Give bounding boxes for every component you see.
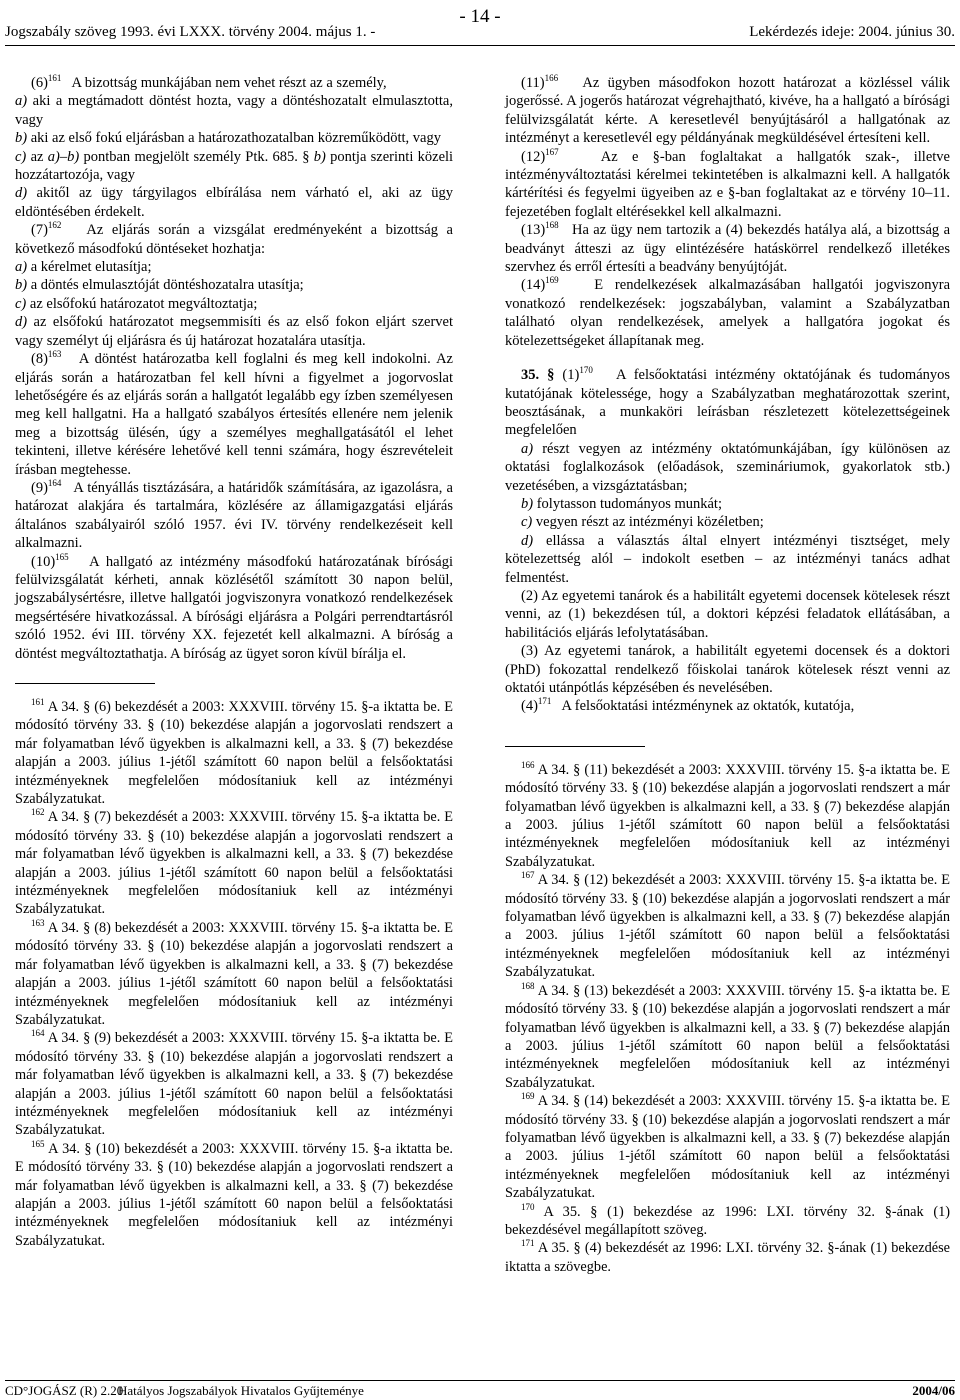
paragraph-number: (12) xyxy=(521,148,546,165)
right-column xyxy=(505,74,950,1276)
footnote-ref: 166 xyxy=(544,73,559,84)
footnote-number: 170 xyxy=(521,1201,535,1212)
paragraph-text: A hallgató az intézmény másodfokú határozatának bírósági felülvizsgálatát kérheti, annak közlésétől számított 30 napon belül, jogszabálysértésre, illetve hallgatói jogviszonyra vonatkozó rendelkezések megsértésére hivatkozással. A bírósági eljárásra a Polgári perrendtartásról szóló 1952. évi III. törvény XX. fejezetét kell alkalmazni. A bíróság a döntést megváltoztathatja. A bíróság az ügyet soron kívül bírálja el. xyxy=(15,553,454,662)
paragraph-number: (7) xyxy=(31,222,48,239)
item-label: b) xyxy=(521,495,534,512)
item-label: b) xyxy=(15,277,28,294)
footnote xyxy=(505,1092,950,1202)
paragraph-7 xyxy=(15,221,453,258)
footnote-text: A 34. § (11) bekezdését a 2003: XXXVIII. törvény 15. §-a iktatta be. E módosító törvény 33. § (10) bekezdése alapján a jogorvoslati rendszert a már folyamatban lévő ügyekben is alkalmazni kell, a 33. § (7) bekezdése alapján a 2003. július 1-jétől számított 60 napon belül a felsőoktatási intézményeknek megfelelően módosítaniuk kell az intézményi Szabályzatukat. xyxy=(505,761,950,870)
item-label: d) xyxy=(15,185,28,202)
item-text: a kérelmet elutasítja; xyxy=(30,259,152,276)
footer-right: 2004/06 xyxy=(912,1383,955,1398)
footnote-rule xyxy=(505,746,645,747)
item-label: a) xyxy=(15,93,28,110)
footer-rule xyxy=(5,1380,955,1381)
footnote-number: 161 xyxy=(31,697,45,708)
footnote-text: A 34. § (10) bekezdését a 2003: XXXVIII. törvény 15. §-a iktatta be. E módosító törvény 33. § (10) bekezdése alapján a jogorvoslati rendszert a már folyamatban lévő ügyekben is alkalmazni kell, a 33. § (7) bekezdése alapján a 2003. július 1-jétől számított 60 napon belül a felsőoktatási intézményeknek megfelelően módosítaniuk kell az intézményi Szabályzatukat. xyxy=(15,1140,453,1249)
footer-left: CD°JOGÁSZ (R) 2.20 xyxy=(5,1383,124,1398)
page-footer xyxy=(5,1382,955,1400)
list-item-b xyxy=(15,276,453,294)
paragraph-number: (14) xyxy=(521,277,546,294)
item-label: c) xyxy=(521,514,533,531)
section-35-paragraph-2: (2) Az egyetemi tanárok és a habilitált egyetemi docensek kötelesek részt venni, az (1) bekezdésen túl, a doktori képzési feladatok ellátásában, a habilitációs eljárás lefolytatásában. xyxy=(505,587,950,641)
item-label: c) xyxy=(15,295,27,312)
page-header xyxy=(5,24,955,46)
paragraph-text: Ha az ügy nem tartozik a (4) bekezdés hatálya alá, a bizottság a beadványt átteszi az ügy elintézésére hatáskörrel rendelkező illetékes szervhez és erről értesíti a beadvány benyújtóját. xyxy=(505,222,951,276)
item-label: a) xyxy=(15,259,28,276)
item-text: aki az első fokú eljárásban a határozathozatalban közreműködött, vagy xyxy=(30,130,441,147)
paragraph-number: (1) xyxy=(562,367,580,384)
footnote xyxy=(15,919,453,1029)
item-ref: b) xyxy=(313,148,326,165)
footnote xyxy=(15,808,453,918)
paragraph-9 xyxy=(15,479,453,553)
footnote xyxy=(505,761,950,871)
paragraph-text: A felsőoktatási intézmény oktatójának és tudományos kutatójának kötelessége, hogy a Szabályzatban meghatározottak szerint, beosztásának, a munkaköri leírásban részletezett kötelezettségeinek megfelelően xyxy=(505,367,951,439)
footnote-rule xyxy=(15,683,155,684)
item-label: c) xyxy=(15,148,27,165)
footnote-number: 163 xyxy=(31,918,45,929)
footnote-text: A 34. § (9) bekezdését a 2003: XXXVIII. törvény 15. §-a iktatta be. E módosító törvény 33. § (10) bekezdése alapján a jogorvoslati rendszert a már folyamatban lévő ügyekben is alkalmazni kell, a 33. § (7) bekezdése alapján a 2003. július 1-jétől számított 60 napon belül a felsőoktatási intézményeknek megfelelően módosítaniuk kell az intézményi Szabályzatukat. xyxy=(15,1030,453,1139)
footnote-number: 166 xyxy=(521,760,535,771)
item-text: az xyxy=(30,148,44,165)
paragraph-text: Az eljárás során a vizsgálat eredményeként a bizottság a következő másodfokú döntéseket hozhatja: xyxy=(15,222,453,257)
footnote-number: 164 xyxy=(31,1028,45,1039)
item-text: akitől az ügy tárgyilagos elbírálása nem várható el, aki az ügy eldöntésében érdekelt. xyxy=(15,185,454,220)
list-item-d xyxy=(505,532,950,587)
paragraph-10 xyxy=(15,553,453,663)
footnote-ref: 170 xyxy=(579,365,593,376)
footnote-ref: 163 xyxy=(47,349,62,360)
paragraph-text: Az e §-ban foglaltakat a hallgatók szak-, illetve intézményváltoztatási kérelmei tekintetében is alkalmazni kell. A hallgatók kártérítési és fegyelmi ügyeiben az e §-ban foglaltakat az e törvény 10–11. fejezetében foglalt eltérésekkel kell alkalmazni. xyxy=(505,148,950,220)
footnote-ref: 167 xyxy=(545,146,559,157)
paragraph-text: A bizottság munkájában nem vehet részt az a személy, xyxy=(71,75,387,91)
item-text: az elsőfokú határozatot megsemmisíti és az első fokon eljárt szervet vagy személyt új eljárásra és új határozat hozatalára utasítja. xyxy=(15,314,453,349)
footnote-number: 167 xyxy=(521,870,535,881)
list-item-b xyxy=(505,495,950,513)
footnote-text: A 35. § (4) bekezdését az 1996: LXI. törvény 32. §-ának (1) bekezdése iktatta a szövegbe. xyxy=(505,1240,950,1275)
footnote-number: 171 xyxy=(521,1238,535,1249)
footnote-ref: 165 xyxy=(55,551,69,562)
footnote xyxy=(15,1029,453,1139)
paragraph-number: (8) xyxy=(31,351,48,368)
list-item-b xyxy=(15,129,453,147)
footnote-ref: 168 xyxy=(545,220,559,231)
footnote-text: A 34. § (6) bekezdését a 2003: XXXVIII. törvény 15. §-a iktatta be. E módosító törvény 33. § (10) bekezdése alapján a jogorvoslati rendszert a már folyamatban lévő ügyekben is alkalmazni kell, a 33. § (7) bekezdése alapján a 2003. július 1-jétől számított 60 napon belül a felsőoktatási intézményeknek megfelelően módosítaniuk kell az intézményi Szabályzatukat. xyxy=(15,699,453,808)
paragraph-13 xyxy=(505,221,950,276)
footnote xyxy=(505,1239,950,1276)
footnote-text: A 34. § (12) bekezdését a 2003: XXXVIII. törvény 15. §-a iktatta be. E módosító törvény 33. § (10) bekezdése alapján a jogorvoslati rendszert a már folyamatban lévő ügyekben is alkalmazni kell, a 33. § (7) bekezdése alapján a 2003. július 1-jétől számított 60 napon belül a felsőoktatási intézményeknek megfelelően módosítaniuk kell az intézményi Szabályzatukat. xyxy=(505,872,950,981)
list-item-a xyxy=(505,440,950,495)
paragraph-11 xyxy=(505,74,950,148)
footnote-text: A 34. § (8) bekezdését a 2003: XXXVIII. törvény 15. §-a iktatta be. E módosító törvény 33. § (10) bekezdése alapján a jogorvoslati rendszert a már folyamatban lévő ügyekben is alkalmazni kell, a 33. § (7) bekezdése alapján a 2003. július 1-jétől számított 60 napon belül a felsőoktatási intézményeknek megfelelően módosítaniuk kell az intézményi Szabályzatukat. xyxy=(15,919,453,1028)
item-ref: a)–b) xyxy=(47,148,80,165)
item-text: a döntés elmulasztóját döntéshozatalra utasítja; xyxy=(30,277,304,294)
list-item-a xyxy=(15,92,453,129)
item-text: pontja szerinti közeli hozzátartozója, vagy xyxy=(15,148,454,184)
list-item-c xyxy=(15,295,453,313)
footnote-ref: 162 xyxy=(47,220,62,231)
item-text: részt vegyen az intézmény oktatómunkájában, így különösen az oktatási foglalkozások (előadások, szemináriumok, gyakorlatok stb.) vezetésében, a vizsgáztatásban; xyxy=(505,440,951,494)
list-item-c xyxy=(15,148,453,185)
paragraph-text: Az ügyben másodfokon hozott határozat a közléssel válik jogerőssé. A jogerős határozat végrehajtható, kivéve, ha a hallgató a bírósági felülvizsgálatát kérte. A keresetlevél benyújtásáról a hallgatónak az intézményt a keresetlevél egy példányának megküldésével értesíteni kell. xyxy=(505,75,950,147)
paragraph-number: (6) xyxy=(31,75,48,91)
paragraph-text: A felsőoktatási intézménynek az oktatók, kutatója, xyxy=(561,698,855,715)
page-number: - 14 - xyxy=(459,6,501,27)
footnote xyxy=(505,982,950,1092)
footnote xyxy=(505,871,950,981)
footnotes-left xyxy=(15,698,453,1250)
footnote-number: 169 xyxy=(521,1091,535,1102)
footnote-text: A 34. § (13) bekezdését a 2003: XXXVIII. törvény 15. §-a iktatta be. E módosító törvény 33. § (10) bekezdése alapján a jogorvoslati rendszert a már folyamatban lévő ügyekben is alkalmazni kell, a 33. § (7) bekezdése alapján a 2003. július 1-jétől számított 60 napon belül a felsőoktatási intézményeknek megfelelően módosítaniuk kell az intézményi Szabályzatukat. xyxy=(505,982,950,1091)
paragraph-text: E rendelkezések alkalmazásában hallgatói jogviszonyra vonatkozó rendelkezések: jogszabályban, valamint a Szabályzatban található olyan rendelkezések, amelyek a hallgatóra jogokat és kötelezettségeket állapítanak meg. xyxy=(505,277,950,349)
item-label: a) xyxy=(521,440,534,457)
paragraph-8 xyxy=(15,350,453,479)
footnote-text: A 34. § (7) bekezdését a 2003: XXXVIII. törvény 15. §-a iktatta be. E módosító törvény 33. § (10) bekezdése alapján a jogorvoslati rendszert a már folyamatban lévő ügyekben is alkalmazni kell, a 33. § (7) bekezdése alapján a 2003. július 1-jétől számított 60 napon belül a felsőoktatási intézményeknek megfelelően módosítaniuk kell az intézményi Szabályzatukat. xyxy=(15,809,453,918)
paragraph-number: (9) xyxy=(31,479,48,496)
paragraph-6 xyxy=(15,74,453,92)
paragraph-number: (13) xyxy=(521,222,546,239)
item-text: aki a megtámadott döntést hozta, vagy a döntéshozatalt elmulasztotta, vagy xyxy=(15,93,453,128)
list-item-d xyxy=(15,313,453,350)
header-right: Lekérdezés ideje: 2004. június 30. xyxy=(749,24,955,40)
footnotes-right xyxy=(505,761,950,1276)
section-35-paragraph-1 xyxy=(505,366,950,440)
header-rule xyxy=(5,45,955,46)
header-left: Jogszabály szöveg 1993. évi LXXX. törvény 2004. május 1. - xyxy=(5,24,376,40)
item-label: d) xyxy=(15,314,28,331)
footer-title: Hatályos Jogszabályok Hivatalos Gyűjteménye xyxy=(118,1383,364,1398)
footnote xyxy=(15,1140,453,1250)
item-label: d) xyxy=(521,532,534,549)
item-text: pontban megjelölt személy Ptk. 685. § xyxy=(83,148,310,165)
paragraph-number: (10) xyxy=(31,553,56,570)
list-item-a xyxy=(15,258,453,276)
left-column xyxy=(15,74,453,1250)
footnote-text: A 34. § (14) bekezdését a 2003: XXXVIII. törvény 15. §-a iktatta be. E módosító törvény 33. § (10) bekezdése alapján a jogorvoslati rendszert a már folyamatban lévő ügyekben is alkalmazni kell, a 33. § (7) bekezdése alapján a 2003. július 1-jétől számított 60 napon belül a felsőoktatási intézményeknek megfelelően módosítaniuk kell az intézményi Szabályzatukat. xyxy=(505,1093,950,1202)
section-number: 35. § xyxy=(521,367,555,384)
paragraph-text: A tényállás tisztázására, a határidők számítására, az igazolásra, a határozat alakjára és tartalmára, közlésére az államigazgatási eljárás általános szabályairól szóló 1957. évi IV. törvény rendelkezéseit kell alkalmazni. xyxy=(15,479,453,552)
footnote-ref: 169 xyxy=(545,275,559,286)
item-text: folytasson tudományos munkát; xyxy=(536,495,722,512)
footnote-number: 168 xyxy=(521,980,535,991)
footnote-number: 162 xyxy=(31,807,45,818)
footnote xyxy=(505,1203,950,1240)
footnote-ref: 161 xyxy=(47,73,62,84)
item-text: vegyen részt az intézményi közéletben; xyxy=(535,514,764,531)
footnote-number: 165 xyxy=(31,1138,45,1149)
item-text: ellássa a választás által elnyert intézményi tisztséget, mely kötelezettség alól – indokolt esetben – az intézményi tanács adhat felmentést. xyxy=(505,532,951,586)
item-label: b) xyxy=(15,130,28,147)
paragraph-number: (11) xyxy=(521,75,545,91)
item-text: az elsőfokú határozatot megváltoztatja; xyxy=(29,295,258,312)
list-item-d xyxy=(15,184,453,221)
paragraph-text: A döntést határozatba kell foglalni és meg kell indokolni. Az eljárás során a határozatban fel kell hívni a figyelmet a jogorvoslat lehetőségére és az eljárás során a hallgatót legalább egy ízben személyesen meg kell hallgatni. Ha a hallgató szabályos értesítés ellenére nem jelenik meg a bizottság ülésén, úgy a személyes meghallgatásától el lehet tekinteni, illetve kérésére lehetővé kell tenni számára, hogy észrevételeit írásban megtehesse. xyxy=(15,351,453,478)
section-35-paragraph-3: (3) Az egyetemi tanárok, a habilitált egyetemi docensek és a doktori (PhD) fokozattal rendelkező főiskolai tanárok kötelesek részt venni az oktatói utánpótlás képzésében és nevelésében. xyxy=(505,643,950,696)
footnote-ref: 164 xyxy=(47,478,62,489)
section-35-paragraph-4 xyxy=(505,697,950,715)
footnote-ref: 171 xyxy=(537,696,552,707)
paragraph-number: (4) xyxy=(521,698,538,715)
paragraph-12 xyxy=(505,148,950,222)
list-item-c xyxy=(505,513,950,531)
footnote-text: A 35. § (1) bekezdése az 1996: LXI. törvény 32. §-ának (1) bekezdésével megállapított szöveg. xyxy=(505,1203,950,1238)
paragraph-14 xyxy=(505,276,950,350)
footnote xyxy=(15,698,453,808)
